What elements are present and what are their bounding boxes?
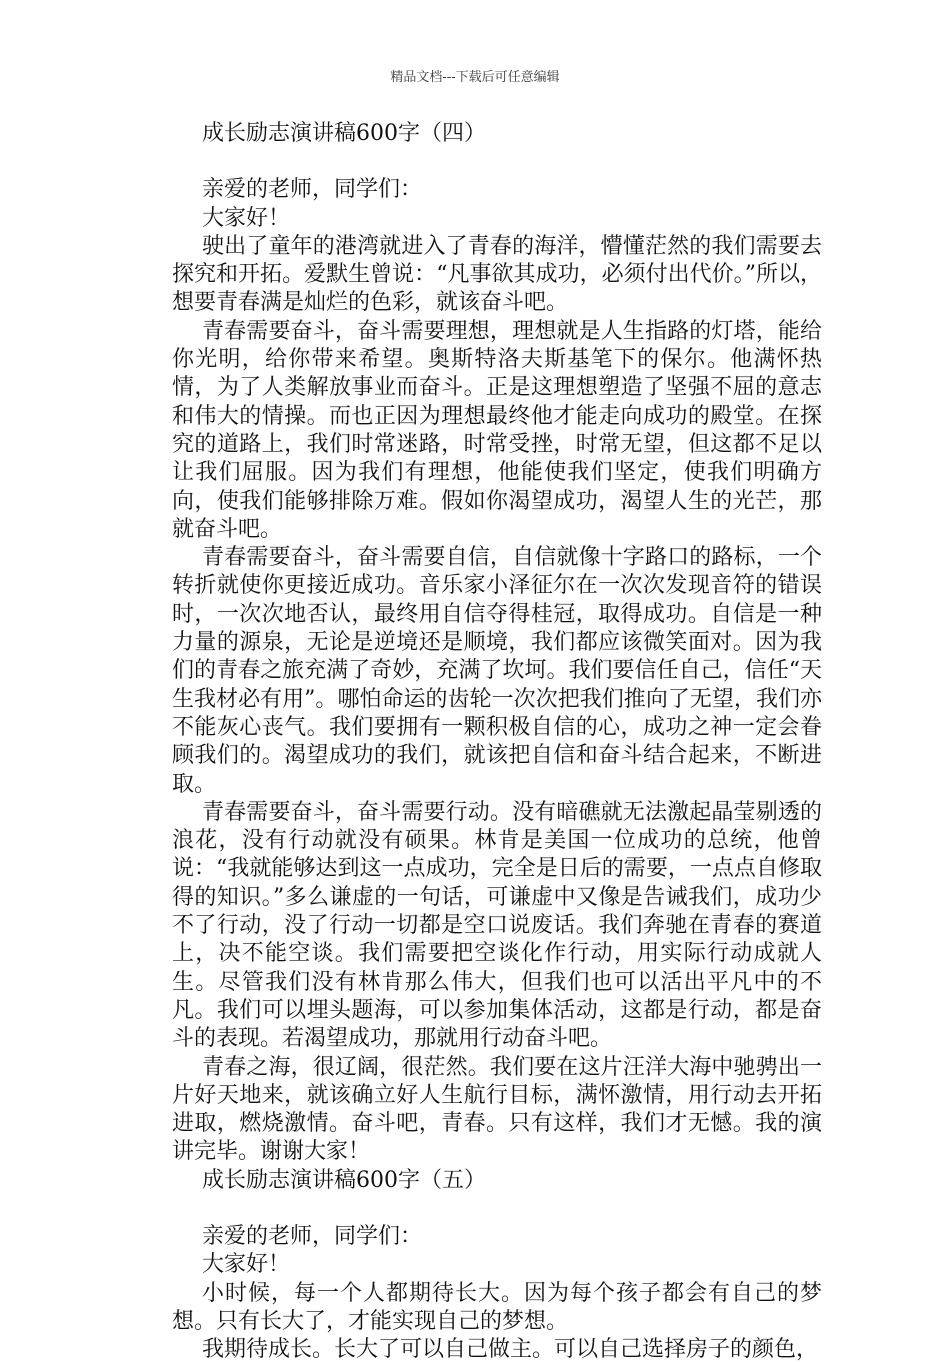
section-4-greeting: 大家好！ <box>202 205 291 231</box>
section-4-paragraph: 青春需要奋斗，奋斗需要自信，自信就像十字路口的路标，一个转折就使你更接近成功。音乐家小泽征尔在一次次发现音符的错误时，一次次地否认，最终用自信夺得桂冠，取得成功。自信是一种力量的源泉，无论是逆境还是顺境，我们都应该微笑面对。因为我们的青春之旅充满了奇妙，充满了坎坷。我们要信任自己，信任“天生我材必有用”。哪怕命运的齿轮一次次把我们推向了无望，我们亦不能灰心丧气。我们要拥有一颗积极自信的心，成功之神一定会眷顾我们的。渴望成功的我们，就该把自信和奋斗结合起来，不断进取。 <box>172 545 822 797</box>
spacer <box>172 1195 822 1223</box>
section-5-paragraph: 小时候，每一个人都期待长大。因为每个孩子都会有自己的梦想。只有长大了，才能实现自己的梦想。 <box>172 1280 822 1334</box>
section-4-salutation: 亲爱的老师，同学们： <box>202 177 423 203</box>
section-5-greeting: 大家好！ <box>202 1252 291 1278</box>
section-4-paragraph: 青春需要奋斗，奋斗需要行动。没有暗礁就无法激起晶莹剔透的浪花，没有行动就没有硕果。林肯是美国一位成功的总统，他曾说：“我就能够达到这一点成功，完全是日后的需要，一点点自修取得的知识。”多么谦虚的一句话，可谦虚中又像是告诫我们，成功少不了行动，没了行动一切都是空口说废话。我们奔驰在青春的赛道上，决不能空谈。我们需要把空谈化作行动，用实际行动成就人生。尽管我们没有林肯那么伟大，但我们也可以活出平凡中的不凡。我们可以埋头题海，可以参加集体活动，这都是行动，都是奋斗的表现。若渴望成功，那就用行动奋斗吧。 <box>172 799 822 1052</box>
section-5-paragraph: 我期待成长。长大了可以自己做主。可以自己选择房子的颜色， <box>202 1337 819 1363</box>
section-5-salutation: 亲爱的老师，同学们： <box>202 1223 423 1249</box>
section-5-title: 成长励志演讲稿600字（五） <box>202 1167 486 1193</box>
section-4-paragraph: 青春之海，很辽阔，很茫然。我们要在这片汪洋大海中驰骋出一片好天地来，就该确立好人生航行目标，满怀激情，用行动去开拓进取，燃烧激情。奋斗吧，青春。只有这样，我们才无憾。我的演讲完毕。谢谢大家！ <box>172 1054 822 1165</box>
page-header: 精品文档---下载后可任意编辑 <box>390 70 560 85</box>
section-4-paragraph: 青春需要奋斗，奋斗需要理想，理想就是人生指路的灯塔，能给你光明，给你带来希望。奥斯特洛夫斯基笔下的保尔。他满怀热情，为了人类解放事业而奋斗。正是这理想塑造了坚强不屈的意志和伟大的情操。而也正因为理想最终他才能走向成功的殿堂。在探究的道路上，我们时常迷路，时常受挫，时常无望，但这都不足以让我们屈服。因为我们有理想，他能使我们坚定，使我们明确方向，使我们能够排除万难。假如你渴望成功，渴望人生的光芒，那就奋斗吧。 <box>172 318 822 542</box>
section-4-title: 成长励志演讲稿600字（四） <box>202 121 486 146</box>
section-4-paragraph: 驶出了童年的港湾就进入了青春的海洋，懵懂茫然的我们需要去探究和开拓。爱默生曾说：“凡事欲其成功，必须付出代价。”所以，想要青春满是灿烂的色彩，就该奋斗吧。 <box>172 233 822 316</box>
document-body <box>172 120 822 1364</box>
spacer <box>172 148 822 176</box>
